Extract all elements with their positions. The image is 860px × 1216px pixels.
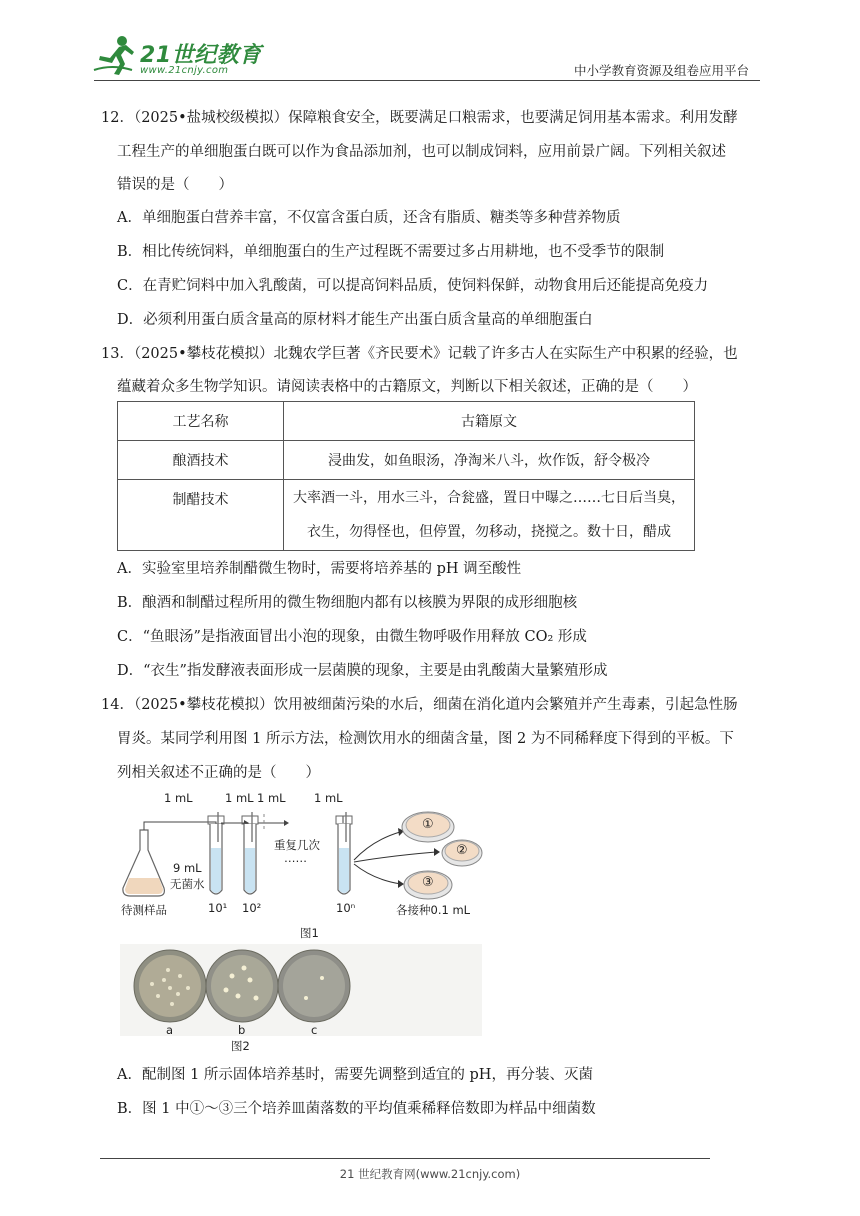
q12-line-2: 工程生产的单细胞蛋白既可以作为食品添加剂，也可以制成饲料，应用前景广阔。下列相关叙述 xyxy=(117,144,726,160)
q12-option-a: A．单细胞蛋白营养丰富，不仅富含蛋白质，还含有脂质、糖类等多种营养物质 xyxy=(117,210,621,226)
footer-rule xyxy=(100,1158,710,1159)
q12-option-d: D．必须利用蛋白质含量高的原材料才能生产出蛋白质含量高的单细胞蛋白 xyxy=(117,312,593,328)
ml-label: 1 mL xyxy=(225,791,254,805)
q13-option-d: D．“衣生”指发酵液表面形成一层菌膜的现象，主要是由乳酸菌大量繁殖形成 xyxy=(117,663,608,679)
q13-table xyxy=(117,401,695,551)
table-cell-name: 酿酒技术 xyxy=(118,441,284,480)
table-cell-text-line: 衣生，勿得怪也，但停置，勿移动，挠搅之。数十日，醋成 xyxy=(307,524,671,540)
plate-label: c xyxy=(311,1023,318,1037)
footer-text: 21 世纪教育网(www.21cnjy.com) xyxy=(339,1167,521,1181)
ml-label: 1 mL xyxy=(314,791,343,805)
runner-logo-icon xyxy=(92,34,136,76)
figure-2 xyxy=(120,944,482,1054)
platform-name: 中小学教育资源及组卷应用平台 xyxy=(574,63,750,78)
tube-label: 10¹ xyxy=(208,901,228,915)
table-header-text: 古籍原文 xyxy=(284,402,695,441)
table-header-name: 工艺名称 xyxy=(118,402,284,441)
water-label: 无菌水 xyxy=(170,877,205,891)
q14-option-b: B．图 1 中①～③三个培养皿菌落数的平均值乘稀释倍数即为样品中细菌数 xyxy=(117,1101,596,1117)
logo-text: 21世纪教育 xyxy=(140,43,262,68)
inoculate-label: 各接种0.1 mL xyxy=(396,903,471,917)
petri-dish-icon xyxy=(206,950,278,1022)
q12-line-1: 12．（2025•盐城校级模拟）保障粮食安全，既要满足口粮需求，也要满足饲用基本需求。利用发酵 xyxy=(101,110,738,126)
water-label: 9 mL xyxy=(173,861,202,875)
plate-label: a xyxy=(166,1023,174,1037)
plate-label: ② xyxy=(456,843,468,858)
sample-label: 待测样品 xyxy=(121,903,167,917)
plate-label: ③ xyxy=(422,875,434,890)
q13-option-c: C．“鱼眼汤”是指液面冒出小泡的现象，由微生物呼吸作用释放 CO₂ 形成 xyxy=(117,629,587,645)
test-tube-icon xyxy=(336,816,352,894)
header-rule xyxy=(94,80,760,81)
ml-label: 1 mL xyxy=(164,791,193,805)
repeat-dots: …… xyxy=(284,851,307,865)
figure-1-caption: 图1 xyxy=(300,926,319,940)
figure-1 xyxy=(118,790,483,940)
table-cell-text: 浸曲发，如鱼眼汤，净淘米八斗，炊作饭，舒令极冷 xyxy=(284,441,695,480)
figure-2-caption: 图2 xyxy=(231,1039,250,1053)
q14-line-1: 14．（2025•攀枝花模拟）饮用被细菌污染的水后，细菌在消化道内会繁殖并产生毒素，引起急性肠 xyxy=(101,697,738,713)
table-cell-text xyxy=(284,480,695,551)
plate-label: ① xyxy=(422,817,434,832)
plate-label: b xyxy=(238,1023,246,1037)
repeat-label: 重复几次 xyxy=(274,838,320,852)
figure-2-plates xyxy=(120,944,482,1054)
ml-label: 1 mL xyxy=(257,791,286,805)
q13-line-2: 蕴藏着众多生物学知识。请阅读表格中的古籍原文，判断以下相关叙述，正确的是（ ） xyxy=(117,379,697,395)
tube-label: 10² xyxy=(242,901,262,915)
q13-option-a: A．实验室里培养制醋微生物时，需要将培养基的 pH 调至酸性 xyxy=(117,561,522,577)
flask-icon xyxy=(123,830,165,896)
q12-option-b: B．相比传统饲料，单细胞蛋白的生产过程既不需要过多占用耕地，也不受季节的限制 xyxy=(117,244,665,260)
q14-option-a: A．配制图 1 所示固体培养基时，需要先调整到适宜的 pH，再分装、灭菌 xyxy=(117,1067,593,1083)
q14-line-3: 列相关叙述不正确的是（ ） xyxy=(117,765,320,781)
table-cell-text-line: 大率酒一斗，用水三斗，合瓮盛，置日中曝之……七日后当臭， xyxy=(293,490,685,506)
logo-url: www.21cnjy.com xyxy=(140,65,229,76)
table-cell-name: 制醋技术 xyxy=(118,480,284,551)
q12-line-3: 错误的是（ ） xyxy=(117,177,233,193)
petri-dish-icon xyxy=(278,950,350,1022)
petri-dish-icon xyxy=(134,950,206,1022)
tube-label: 10ⁿ xyxy=(336,901,356,915)
logo xyxy=(92,34,262,80)
q14-line-2: 胃炎。某同学利用图 1 所示方法，检测饮用水的细菌含量，图 2 为不同稀释度下得到的平板。下 xyxy=(117,731,734,747)
test-tube-icon xyxy=(242,816,258,894)
q13-option-b: B．酿酒和制醋过程所用的微生物细胞内都有以核膜为界限的成形细胞核 xyxy=(117,595,578,611)
q12-option-c: C．在青贮饲料中加入乳酸菌，可以提高饲料品质，使饲料保鲜，动物食用后还能提高免疫力 xyxy=(117,278,709,294)
test-tube-icon xyxy=(208,816,224,894)
q13-line-1: 13．（2025•攀枝花模拟）北魏农学巨著《齐民要术》记载了许多古人在实际生产中积累的经验，也 xyxy=(101,346,738,362)
